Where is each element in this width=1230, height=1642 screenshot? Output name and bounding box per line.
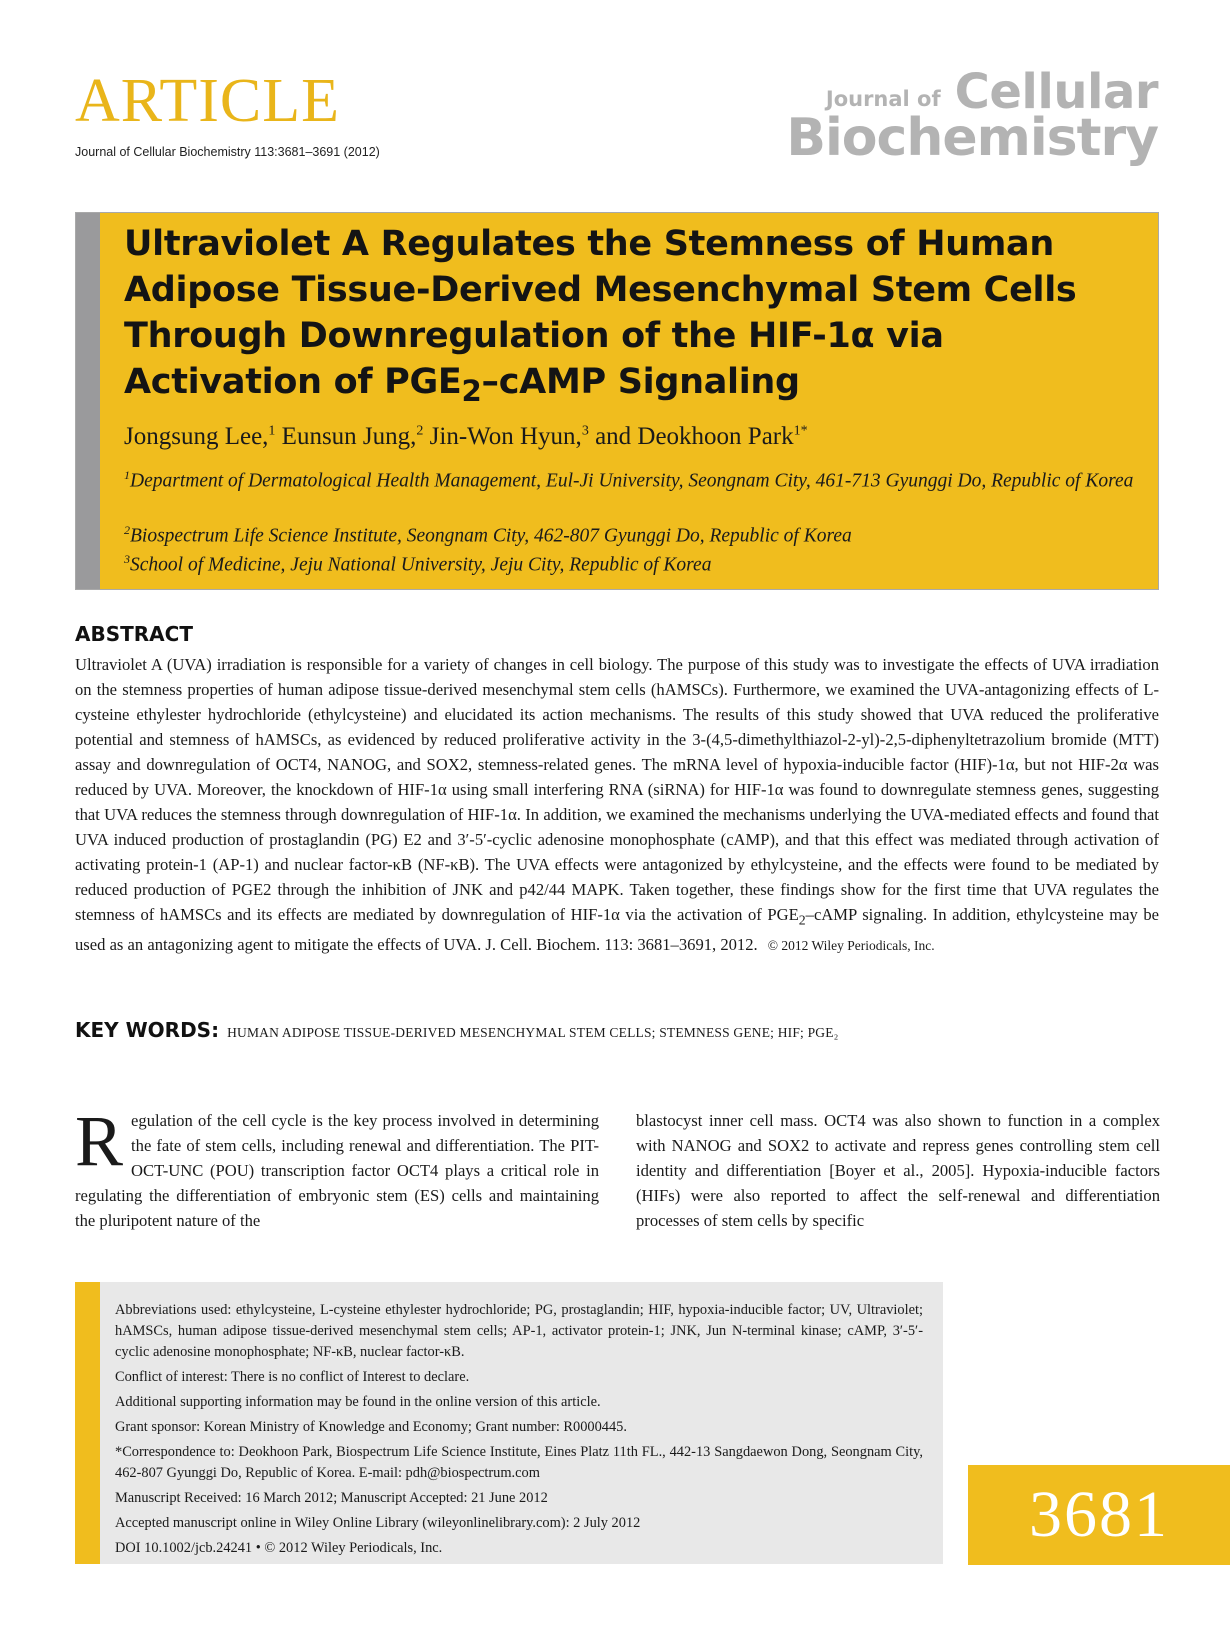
- abstract-text: Ultraviolet A (UVA) irradiation is responsible for a variety of changes in cell biology. The purpose of this study was to investigate the effects of UVA irradiation on the stemness properties of human adipose tissue-derived mesenchymal stem cells (hAMSCs). Furthermore, we examined the UVA-antagonizing effects of L-cysteine ethylester hydrochloride (ethylcysteine) and elucidated its action mechanisms. The results of this study showed that UVA reduced the proliferative potential and stemness of hAMSCs, as evidenced by reduced proliferative activity in the 3-(4,5-dimethylthiazol-2-yl)-2,5-diphenyltetrazolium bromide (MTT) assay and downregulation of OCT4, NANOG, and SOX2, stemness-related genes. The mRNA level of hypoxia-inducible factor (HIF)-1α, but not HIF-2α was reduced by UVA. Moreover, the knockdown of HIF-1α using small interfering RNA (siRNA) for HIF-1α was found to downregulate stemness genes, suggesting that UVA reduces the stemness through downregulation of HIF-1α. In addition, we examined the mechanisms underlying the UVA-mediated effects and found that UVA induced production of prostaglandin (PG) E2 and 3′-5′-cyclic adenosine monophosphate (cAMP), and that this effect was mediated through activation of activating protein-1 (AP-1) and nuclear factor-κB (NF-κB). The UVA effects were antagonized by ethylcysteine, and the effects were found to be mediated by reduced production of PGE2 through the inhibition of JNK and p42/44 MAPK. Taken together, these findings show for the first time that UVA regulates the stemness of hAMSCs and its effects are mediated by downregulation of HIF-1α via the activation of PGE: [75, 655, 1159, 924]
- logo-cellular: Cellular: [954, 64, 1158, 120]
- title-box-stripe: [76, 213, 100, 589]
- title-line: Ultraviolet A Regulates the Stemness of Human: [124, 224, 1054, 264]
- page-number-box: [968, 1465, 1230, 1565]
- abstract-subscript: 2: [798, 912, 806, 928]
- author-list: [124, 423, 808, 451]
- author-affil-marker: 1: [268, 423, 276, 439]
- author-name: Eunsun Jung,: [281, 423, 417, 450]
- footnote-box: [75, 1282, 943, 1564]
- affiliation: [124, 547, 711, 578]
- affiliation-marker: 1: [124, 468, 130, 482]
- affiliation: [124, 518, 852, 549]
- footnote-supporting-info: Additional supporting information may be found in the online version of this article.: [115, 1394, 601, 1410]
- abstract-text: –cAMP signaling. In addition, ethylcysteine may be used as an antagonizing agent to mitigate the effects of UVA. J. Cell. Biochem. 113: 3681–3691, 2012.: [75, 905, 1159, 955]
- footnote-conflict: Conflict of interest: There is no conflict of Interest to declare.: [115, 1369, 470, 1385]
- author-affil-marker: 1*: [793, 423, 808, 439]
- affiliation-text: Department of Dermatological Health Management, Eul-Ji University, Seongnam City, 461-713 Gyunggi Do, Republic of Korea: [130, 470, 1134, 492]
- body-text: blastocyst inner cell mass. OCT4 was also shown to function in a complex with NANOG and SOX2 to activate and repress genes controlling stem cell identity and differentiation [Boyer et al., 2005]. Hypoxia-inducible factors (HIFs) were also reported to affect the self-renewal and differentiation processes of stem cells by specific: [636, 1111, 1160, 1230]
- abstract-heading: ABSTRACT: [75, 622, 193, 646]
- title-line-4-pre: Activation of PGE: [124, 362, 462, 402]
- logo-journal-of: Journal of: [825, 87, 941, 111]
- body-column-right: [636, 1108, 1160, 1233]
- article-label: ARTICLE: [75, 67, 341, 135]
- footnote-correspondence: *Correspondence to: Deokhoon Park, Biospectrum Life Science Institute, Eines Platz 11th FL., 442-13 Sangdaewon Dong, Seongnam City, 462-807 Gyunggi Do, Republic of Korea. E-mail: pdh@biospectrum.com: [115, 1444, 923, 1481]
- footnote-manuscript-dates: Manuscript Received: 16 March 2012; Manuscript Accepted: 21 June 2012: [115, 1490, 548, 1506]
- logo-biochemistry: Biochemistry: [786, 108, 1158, 168]
- keywords-label: KEY WORDS:: [75, 1018, 220, 1042]
- paper-title: [124, 221, 1134, 414]
- page-number: 3681: [1029, 1478, 1169, 1551]
- body-text: egulation of the cell cycle is the key process involved in determining the fate of stem cells, including renewal and differentiation. The PIT-OCT-UNC (POU) transcription factor OCT4 plays a critical role in regulating the differentiation of embryonic stem (ES) cells and maintaining the pluripotent nature of the: [75, 1111, 599, 1230]
- footnote-stripe: [75, 1282, 100, 1564]
- title-line: Through Downregulation of the HIF-1α via: [124, 316, 944, 356]
- footnote-text: [115, 1300, 923, 1563]
- author-affil-marker: 2: [416, 423, 424, 439]
- author-name: and Deokhoon Park: [595, 423, 794, 450]
- journal-logo: [786, 64, 1158, 168]
- affiliation-text: Biospectrum Life Science Institute, Seongnam City, 462-807 Gyunggi Do, Republic of Korea: [130, 525, 852, 547]
- affiliation-marker: 2: [124, 523, 130, 537]
- affiliation: [124, 463, 1134, 494]
- affiliation-text: School of Medicine, Jeju National University, Jeju City, Republic of Korea: [130, 554, 712, 576]
- title-subscript: 2: [461, 374, 482, 408]
- abstract-body: [75, 652, 1159, 958]
- footnote-grant: Grant sponsor: Korean Ministry of Knowledge and Economy; Grant number: R0000445.: [115, 1419, 627, 1435]
- title-line: [124, 359, 1134, 414]
- keywords: [75, 1018, 839, 1042]
- footnote-abbreviations: Abbreviations used: ethylcysteine, L-cysteine ethylester hydrochloride; PG, prostaglandin; HIF, hypoxia-inducible factor; UV, Ultraviolet; hAMSCs, human adipose tissue-derived mesenchymal stem cells; AP-1, activator protein-1; JNK, Jun N-terminal kinase; cAMP, 3′-5′-cyclic adenosine monophosphate; NF-κB, nuclear factor-κB.: [115, 1302, 923, 1360]
- author-name: Jongsung Lee,: [124, 423, 269, 450]
- abstract-copyright: © 2012 Wiley Periodicals, Inc.: [767, 938, 935, 954]
- keywords-list: HUMAN ADIPOSE TISSUE-DERIVED MESENCHYMAL STEM CELLS; STEMNESS GENE; HIF; PGE₂: [227, 1025, 839, 1040]
- author-affil-marker: 3: [581, 423, 589, 439]
- footnote-doi: DOI 10.1002/jcb.24241 • © 2012 Wiley Periodicals, Inc.: [115, 1540, 443, 1556]
- affiliation-marker: 3: [124, 552, 130, 566]
- author-name: Jin-Won Hyun,: [429, 423, 582, 450]
- drop-cap: R: [75, 1101, 124, 1181]
- footnote-online: Accepted manuscript online in Wiley Online Library (wileyonlinelibrary.com): 2 July 2012: [115, 1515, 641, 1531]
- body-column-left: [75, 1101, 599, 1233]
- title-box: [75, 212, 1159, 590]
- title-line: Adipose Tissue-Derived Mesenchymal Stem Cells: [124, 270, 1077, 310]
- journal-citation: Journal of Cellular Biochemistry 113:3681–3691 (2012): [75, 145, 380, 159]
- title-line-4-post: –cAMP Signaling: [481, 362, 800, 402]
